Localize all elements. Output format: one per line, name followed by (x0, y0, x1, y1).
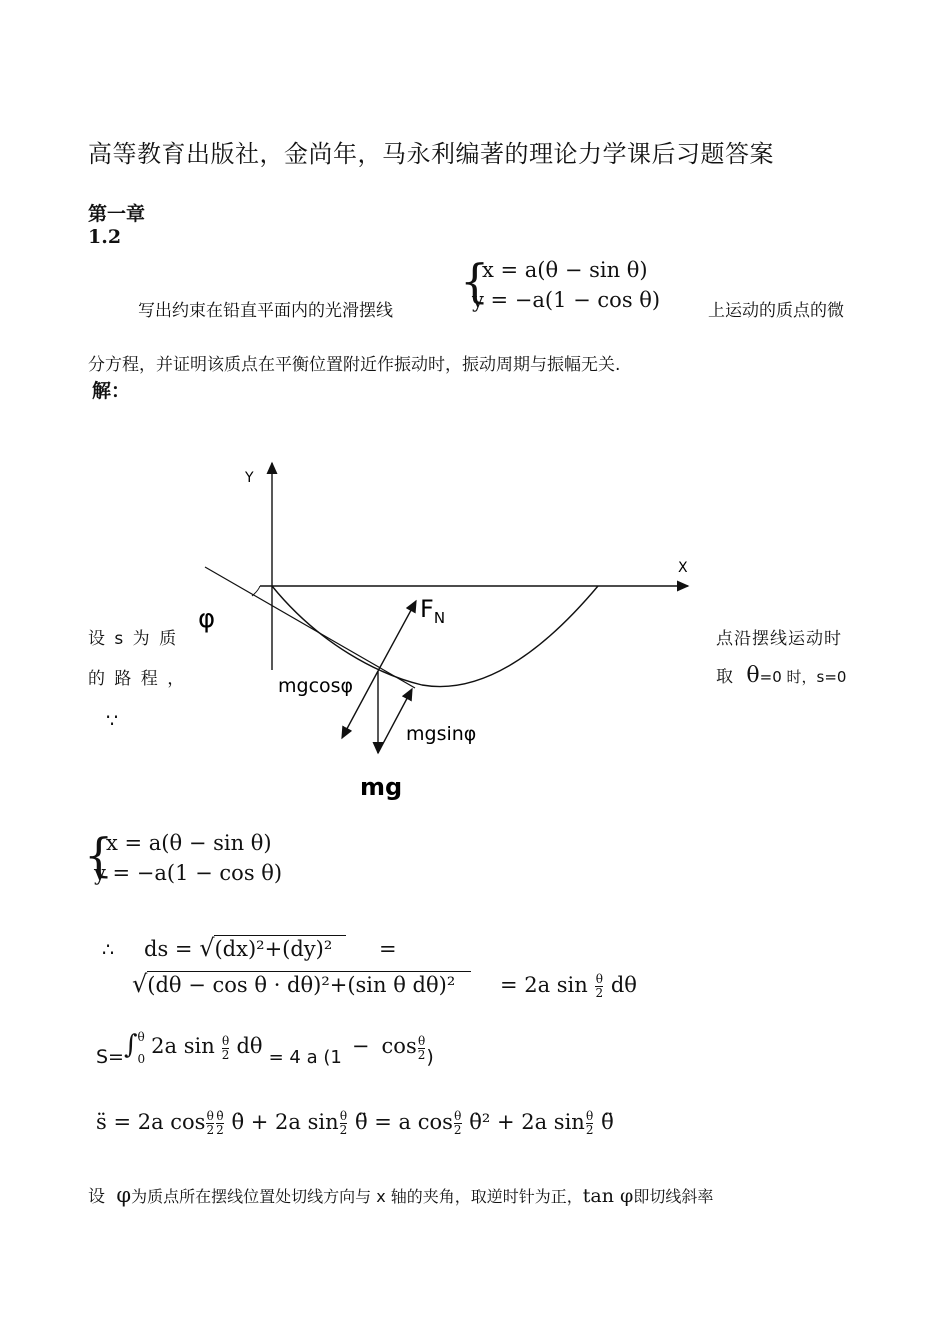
s-frac: $\frac{\theta}{2}$ (221, 1033, 230, 1062)
x-axis-label: X (678, 560, 688, 576)
ds-line-2 (132, 970, 637, 1000)
cos-component-label: mgcosφ (278, 675, 354, 697)
ds-line-1 (144, 934, 397, 962)
s-label: S= (96, 1046, 124, 1068)
phi-label: φ (198, 604, 216, 634)
tangent-line (205, 567, 415, 688)
ds-result-pre: = 2a sin (499, 973, 588, 997)
sdd-term-2: θ̈ = a cos (354, 1110, 453, 1134)
cycloid-curve (272, 586, 598, 687)
ds-lhs: ds = (144, 937, 193, 961)
fraction-theta-half: $\frac{\theta}{2}$ (595, 972, 604, 1000)
sin-component-label: mgsinφ (406, 723, 477, 745)
side-text-left-1: 设 s 为 质 (88, 629, 177, 649)
sdd-frac-2: $\frac{\theta}{2}$ (339, 1109, 348, 1137)
s-integrand-pre: 2a sin (151, 1034, 215, 1058)
sdd-frac-3: $\frac{\theta}{2}$ (453, 1109, 462, 1137)
ds-sqrt-2: (dθ − cos θ · dθ)²+(sin θ dθ)² (147, 971, 471, 997)
s-close: ) (426, 1046, 434, 1068)
sdd-frac-1: $\frac{\theta}{2}$ (206, 1109, 215, 1137)
problem-number: 1.2 (88, 226, 122, 248)
sdd-equation (96, 1110, 614, 1137)
cycloid-figure (190, 455, 710, 805)
s-integrand-post: dθ (236, 1034, 263, 1058)
last-line-tan: tan φ (582, 1185, 634, 1207)
y-axis-label: Y (245, 470, 254, 486)
sdd-lhs: s̈ = 2a cos (96, 1110, 206, 1134)
problem-brace: { (460, 254, 490, 308)
last-line-pre: 设 (88, 1187, 105, 1207)
theta-symbol: θ (746, 663, 760, 688)
s-integral-line (96, 1026, 434, 1070)
system-eq-x: x = a(θ − sin θ) (106, 831, 272, 855)
s-cos-frac: $\frac{\theta}{2}$ (417, 1033, 426, 1062)
system-eq-y: y = −a(1 − cos θ) (94, 861, 283, 885)
therefore-symbol: ∴ (102, 939, 115, 961)
sdd-term-4: θ̈ (601, 1110, 614, 1134)
problem-text-after: 上运动的质点的微 (708, 301, 844, 321)
problem-eq-x: x = a(θ − sin θ) (482, 258, 648, 282)
integral-limits: θ 0 (137, 1030, 146, 1066)
last-line-post: 即切线斜率 (633, 1187, 714, 1206)
chapter-heading: 第一章 (88, 203, 146, 225)
take-label: 取 (716, 667, 733, 687)
solution-label: 解： (92, 380, 131, 402)
s-result: = 4 a (1 (268, 1047, 342, 1068)
system-brace: { (84, 828, 114, 882)
problem-text-before: 写出约束在铅直平面内的光滑摆线 (138, 301, 393, 321)
ds-sqrt-1: (dx)²+(dy)² (214, 935, 346, 961)
sqrt-sign-1: √ (199, 934, 215, 962)
normal-force-arrow (378, 601, 416, 671)
ds-equals: = (378, 937, 397, 961)
angle-arc (252, 586, 260, 596)
s-minus: − (351, 1034, 370, 1058)
weight-label: mg (360, 773, 403, 801)
integral-sign: ∫ (123, 1030, 138, 1060)
problem-text-line2: 分方程，并证明该质点在平衡位置附近作振动时，振动周期与振幅无关. (88, 355, 621, 375)
sqrt-sign-2: √ (132, 970, 148, 998)
sdd-term-3: θ̇² + 2a sin (469, 1110, 585, 1134)
last-line (88, 1182, 713, 1207)
ds-result-post: dθ (610, 973, 637, 997)
document-title: 高等教育出版社，金尚年，马永利编著的理论力学课后习题答案 (88, 140, 774, 168)
sdd-frac-dot: $\frac{\thetȧ}{2}$ (216, 1109, 224, 1137)
side-text-right-2 (716, 662, 846, 688)
last-line-phi: φ (116, 1183, 132, 1207)
side-text-right-1: 点沿摆线运动时 (716, 629, 842, 649)
last-line-mid: 为质点所在摆线位置处切线方向与 x 轴的夹角，取逆时针为正， (131, 1187, 583, 1206)
ds-result (499, 972, 637, 1000)
because-symbol: ∵ (106, 710, 119, 732)
theta-zero-text: =0 时，s=0 (759, 668, 847, 686)
s-cos: cos (381, 1034, 417, 1058)
side-text-left-2: 的 路 程 ， (88, 669, 185, 689)
problem-eq-y: y = −a(1 − cos θ) (472, 288, 661, 312)
sdd-frac-4: $\frac{\theta}{2}$ (585, 1109, 594, 1137)
sdd-term-1: θ̇ + 2a sin (231, 1110, 339, 1134)
normal-force-label: $F_N$ (420, 595, 446, 627)
